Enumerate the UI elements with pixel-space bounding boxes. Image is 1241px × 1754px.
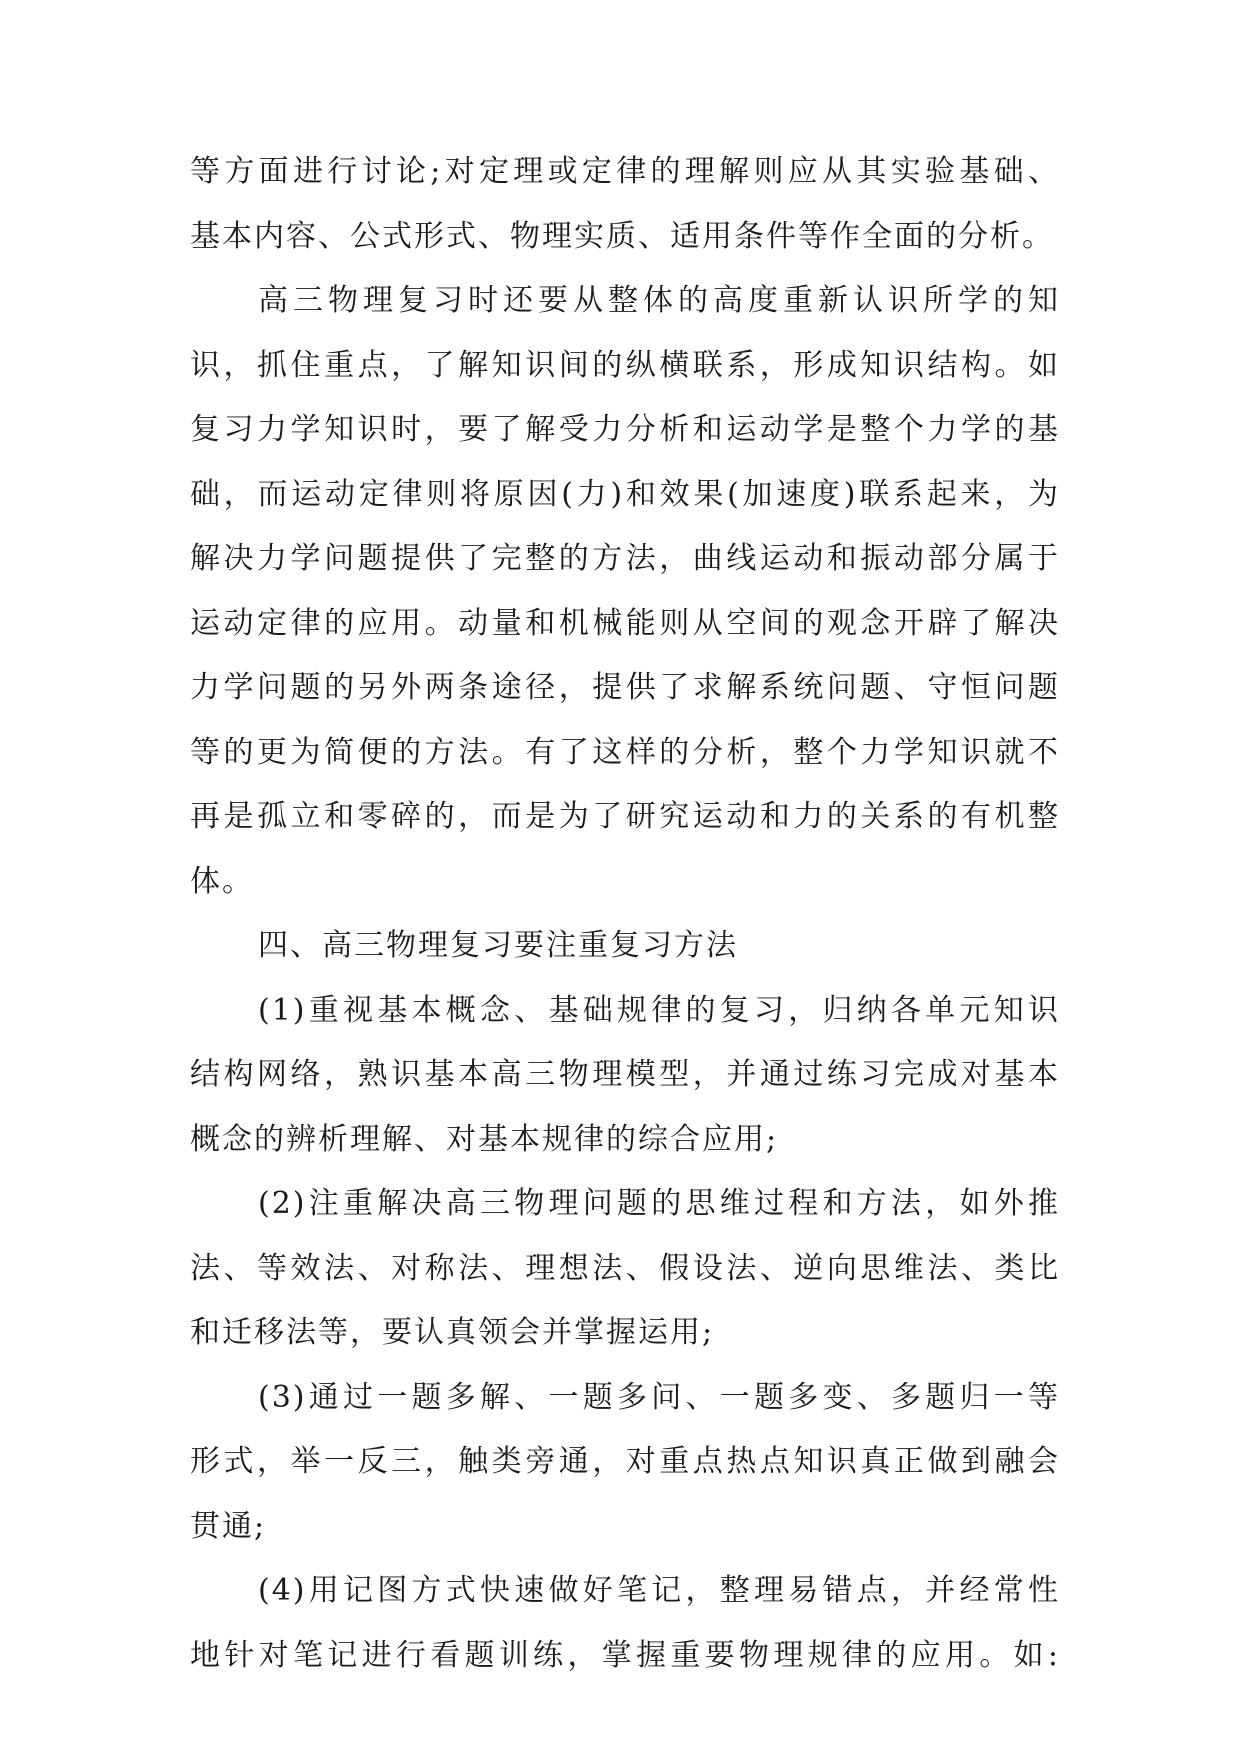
text-line: 再是孤立和零碎的，而是为了研究运动和力的关系的有机整 — [190, 799, 1060, 834]
section-heading — [190, 914, 1060, 979]
paragraph — [190, 269, 1060, 914]
document-page — [190, 140, 1060, 1688]
text-line: 体。 — [190, 863, 254, 899]
text-line: 形式，举一反三，触类旁通，对重点热点知识真正做到融会 — [190, 1444, 1060, 1479]
text-line: 四、高三物理复习要注重复习方法 — [258, 928, 738, 963]
text-line: 和迁移法等，要认真领会并掌握运用; — [190, 1315, 715, 1350]
paragraph — [190, 1172, 1060, 1366]
text-line: 识，抓住重点，了解知识间的纵横联系，形成知识结构。如 — [190, 347, 1060, 383]
text-line: 结构网络，熟识基本高三物理模型，并通过练习完成对基本 — [190, 1057, 1060, 1092]
text-line: (2)注重解决高三物理问题的思维过程和方法，如外推 — [258, 1186, 1060, 1221]
text-line: 等方面进行讨论;对定理或定律的理解则应从其实验基础、 — [190, 154, 1060, 189]
paragraph — [190, 979, 1060, 1173]
text-line: 力学问题的另外两条途径，提供了求解系统问题、守恒问题 — [190, 670, 1060, 705]
text-line: (4)用记图方式快速做好笔记，整理易错点，并经常性 — [258, 1573, 1060, 1608]
text-line: 础，而运动定律则将原因(力)和效果(加速度)联系起来，为 — [190, 476, 1060, 512]
text-line: (1)重视基本概念、基础规律的复习，归纳各单元知识 — [258, 992, 1060, 1028]
text-line: 基本内容、公式形式、物理实质、适用条件等作全面的分析。 — [190, 218, 1054, 254]
text-line: 等的更为简便的方法。有了这样的分析，整个力学知识就不 — [190, 734, 1060, 770]
paragraph — [190, 1559, 1060, 1688]
text-line: 解决力学问题提供了完整的方法，曲线运动和振动部分属于 — [190, 541, 1060, 576]
text-line: 地针对笔记进行看题训练，掌握重要物理规律的应用。如: — [190, 1637, 1060, 1673]
text-line: 高三物理复习时还要从整体的高度重新认识所学的知 — [258, 283, 1060, 318]
text-line: (3)通过一题多解、一题多问、一题多变、多题归一等 — [258, 1379, 1060, 1415]
paragraph — [190, 1366, 1060, 1560]
text-line: 贯通; — [190, 1508, 267, 1544]
text-line: 概念的辨析理解、对基本规律的综合应用; — [190, 1121, 779, 1157]
text-line: 运动定律的应用。动量和机械能则从空间的观念开辟了解决 — [190, 605, 1060, 641]
paragraph — [190, 140, 1060, 269]
text-line: 法、等效法、对称法、理想法、假设法、逆向思维法、类比 — [190, 1250, 1060, 1286]
text-line: 复习力学知识时，要了解受力分析和运动学是整个力学的基 — [190, 412, 1060, 447]
document-body — [190, 140, 1060, 1688]
